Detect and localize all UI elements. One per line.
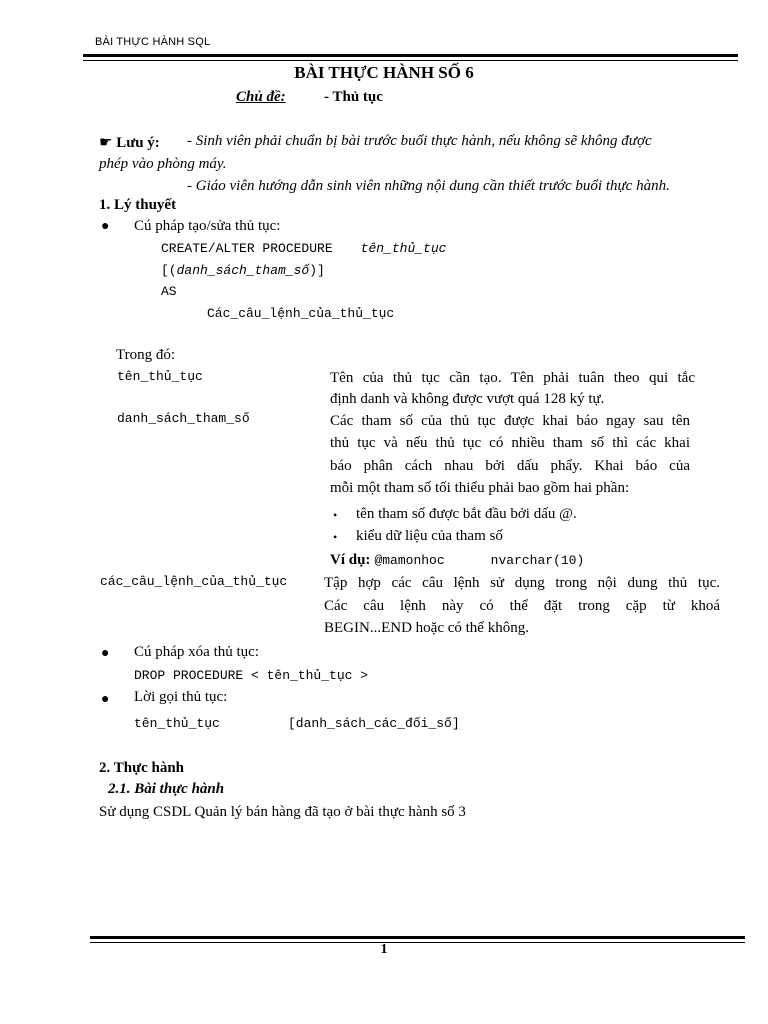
def-statements-line-3: BEGIN...END hoặc có thể không. — [324, 620, 529, 636]
term-statements: các_câu_lệnh_của_thủ_tục — [100, 574, 288, 589]
section-2-text: Sử dụng CSDL Quản lý bán hàng đã tạo ở bài thực hành số 3 — [99, 804, 466, 820]
def-param-line-2: thủ tục và nếu thủ tục có nhiều tham số thì các khai — [330, 435, 690, 451]
bullet-icon: ● — [101, 646, 110, 661]
section-2-1-heading: 2.1. Bài thực hành — [108, 781, 225, 797]
example-label: Ví dụ: — [330, 552, 371, 568]
where-label: Trong đó: — [116, 347, 176, 363]
param-sub-item-name: tên tham số được bắt đầu bởi dấu @. — [356, 506, 577, 522]
running-header: BÀI THỰC HÀNH SQL — [95, 36, 211, 48]
param-sub-item-type: kiểu dữ liệu của tham số — [356, 528, 503, 544]
syntax-line-2 — [161, 263, 325, 278]
def-param-line-1: Các tham số của thủ tục được khai báo ngay sau tên — [330, 413, 690, 429]
syntax-keywords: CREATE/ALTER PROCEDURE — [161, 241, 333, 256]
example-type: nvarchar(10) — [490, 553, 585, 568]
syntax-body: Các_câu_lệnh_của_thủ_tục — [207, 306, 395, 321]
example-line — [330, 551, 584, 569]
bullet-icon: ● — [101, 219, 110, 234]
pointing-hand-icon: ☛ — [99, 135, 113, 151]
call-args: [danh_sách_các_đối_số] — [288, 716, 460, 731]
def-proc-name-line-2: định danh và không được vượt quá 128 ký tự. — [330, 391, 605, 407]
bullet-icon: • — [333, 530, 338, 544]
note-line-3: - Giáo viên hướng dẫn sinh viên những nội dung cần thiết trước buổi thực hành. — [187, 178, 670, 194]
bullet-icon: ● — [101, 692, 110, 707]
create-syntax-label: Cú pháp tạo/sửa thủ tục: — [134, 218, 281, 234]
def-proc-name-line-1: Tên của thủ tục cần tạo. Tên phải tuân theo qui tắc — [330, 370, 695, 386]
header-rule-thin — [83, 60, 738, 61]
topic-label: Chủ đề: — [236, 89, 286, 105]
topic-value: - Thủ tục — [324, 89, 383, 105]
syntax-proc-name: tên_thủ_tục — [360, 241, 447, 256]
params-open: [( — [161, 263, 177, 278]
page-number: 1 — [380, 942, 388, 957]
def-param-line-4: mỗi một tham số tối thiểu phải bao gồm hai phần: — [330, 480, 630, 496]
syntax-params: danh_sách_tham_số — [176, 263, 310, 278]
note-heading — [99, 133, 160, 152]
syntax-line-1 — [161, 241, 446, 256]
def-param-line-3: báo phân cách nhau bởi dấu phẩy. Khai báo của — [330, 458, 690, 474]
header-rule — [83, 54, 738, 57]
page-title: BÀI THỰC HÀNH SỐ 6 — [294, 63, 474, 82]
bullet-icon: • — [333, 508, 338, 522]
params-close: )] — [309, 263, 325, 278]
call-name: tên_thủ_tục — [134, 716, 220, 731]
syntax-as: AS — [161, 284, 177, 299]
example-param: @mamonhoc — [374, 553, 445, 568]
footer-rule — [90, 936, 745, 939]
note-label: Lưu ý: — [116, 135, 160, 151]
def-statements-line-1: Tập hợp các câu lệnh sử dụng trong nội dung thủ tục. — [324, 575, 720, 591]
drop-syntax-label: Cú pháp xóa thủ tục: — [134, 644, 259, 660]
term-param-list: danh_sách_tham_số — [117, 411, 250, 426]
section-1-heading: 1. Lý thuyết — [99, 197, 177, 213]
note-line-1: - Sinh viên phải chuẩn bị bài trước buổi thực hành, nếu không sẽ không được — [187, 133, 652, 149]
drop-syntax: DROP PROCEDURE < tên_thủ_tục > — [134, 668, 369, 683]
section-2-heading: 2. Thực hành — [99, 760, 185, 776]
note-line-2: phép vào phòng máy. — [99, 156, 227, 172]
def-statements-line-2: Các câu lệnh này có thể đặt trong cặp từ khoá — [324, 598, 720, 614]
term-proc-name: tên_thủ_tục — [117, 369, 203, 384]
call-label: Lời gọi thủ tục: — [134, 689, 228, 705]
